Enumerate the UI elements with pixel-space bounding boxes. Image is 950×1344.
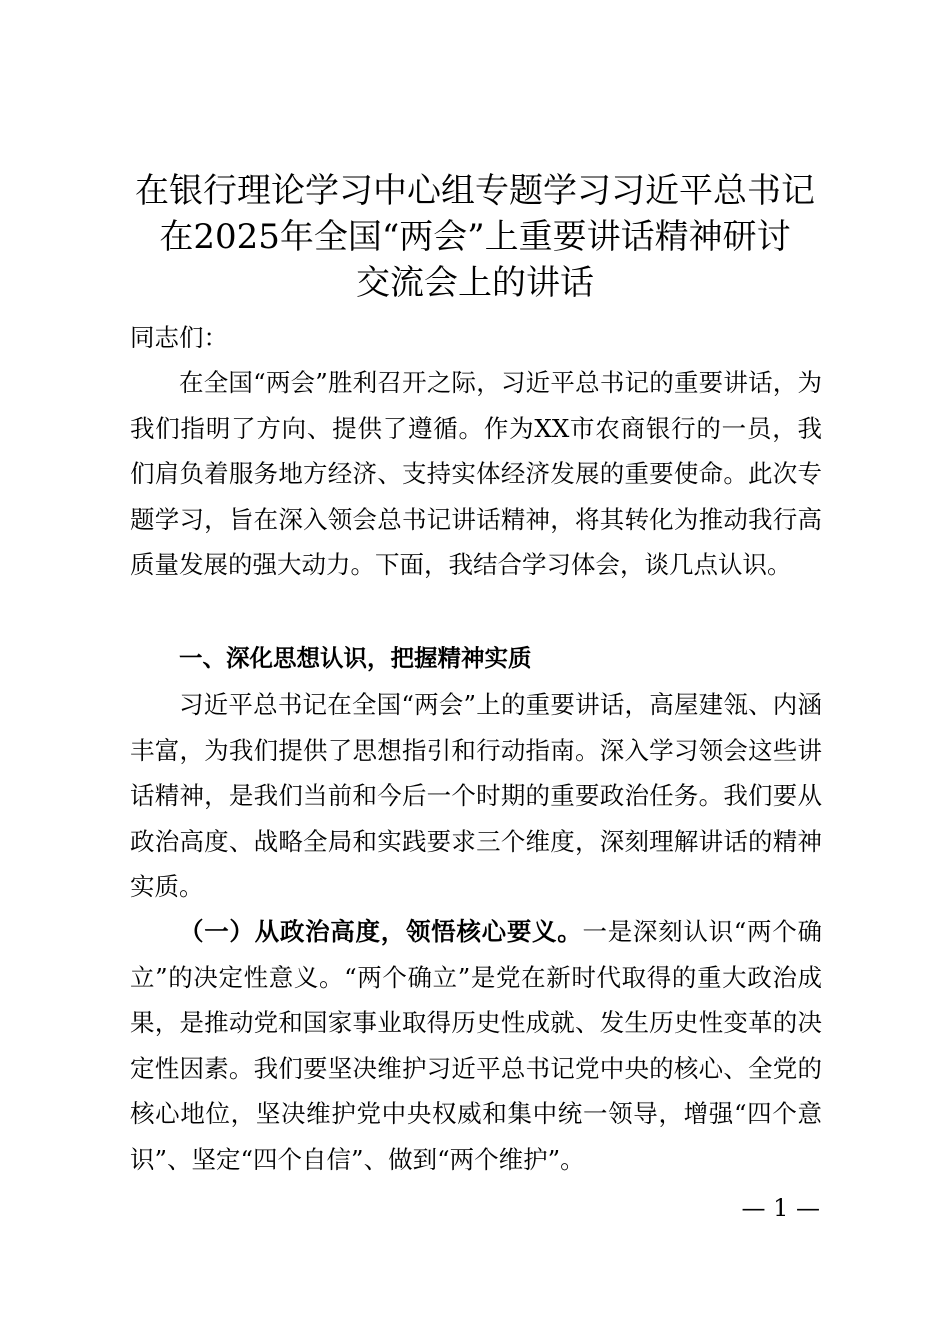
section-1-paragraph: 习近平总书记在全国“两会”上的重要讲话，高屋建瓴、内涵丰富，为我们提供了思想指引和行动指南。深入学习领会这些讲话精神，是我们当前和今后一个时期的重要政治任务。我们要从政治高度、战略全局和实践要求三个维度，深刻理解讲话的精神实质。 xyxy=(130,690,822,901)
intro-paragraph: 在全国“两会”胜利召开之际，习近平总书记的重要讲话，为我们指明了方向、提供了遵循。作为XX市农商银行的一员，我们肩负着服务地方经济、支持实体经济发展的重要使命。此次专题学习，旨在深入领会总书记讲话精神，将其转化为推动我行高质量发展的强大动力。下面，我结合学习体会，谈几点认识。 xyxy=(130,368,822,579)
subsection-1-body: 一是深刻认识“两个确立”的决定性意义。“两个确立”是党在新时代取得的重大政治成果，是推动党和国家事业取得历史性成就、发生历史性变革的决定性因素。我们要坚决维护习近平总书记党中央的核心、全党的核心地位，坚决维护党中央权威和集中统一领导，增强“四个意识”、坚定“四个自信”、做到“两个维护”。 xyxy=(130,917,822,1174)
title-line-3: 交流会上的讲话 xyxy=(356,263,594,303)
subsection-1-paragraph xyxy=(130,909,822,1182)
salutation: 同志们： xyxy=(130,323,228,352)
section-heading-1: 一、深化思想认识，把握精神实质 xyxy=(179,644,532,672)
page-number: — 1 — xyxy=(741,1194,820,1222)
document-title xyxy=(100,168,850,306)
subsection-1-lead: （一）从政治高度，领悟核心要义。 xyxy=(179,917,583,946)
title-line-1: 在银行理论学习中心组专题学习习近平总书记 xyxy=(135,171,815,211)
title-line-2: 在2025年全国“两会”上重要讲话精神研讨 xyxy=(159,217,791,257)
